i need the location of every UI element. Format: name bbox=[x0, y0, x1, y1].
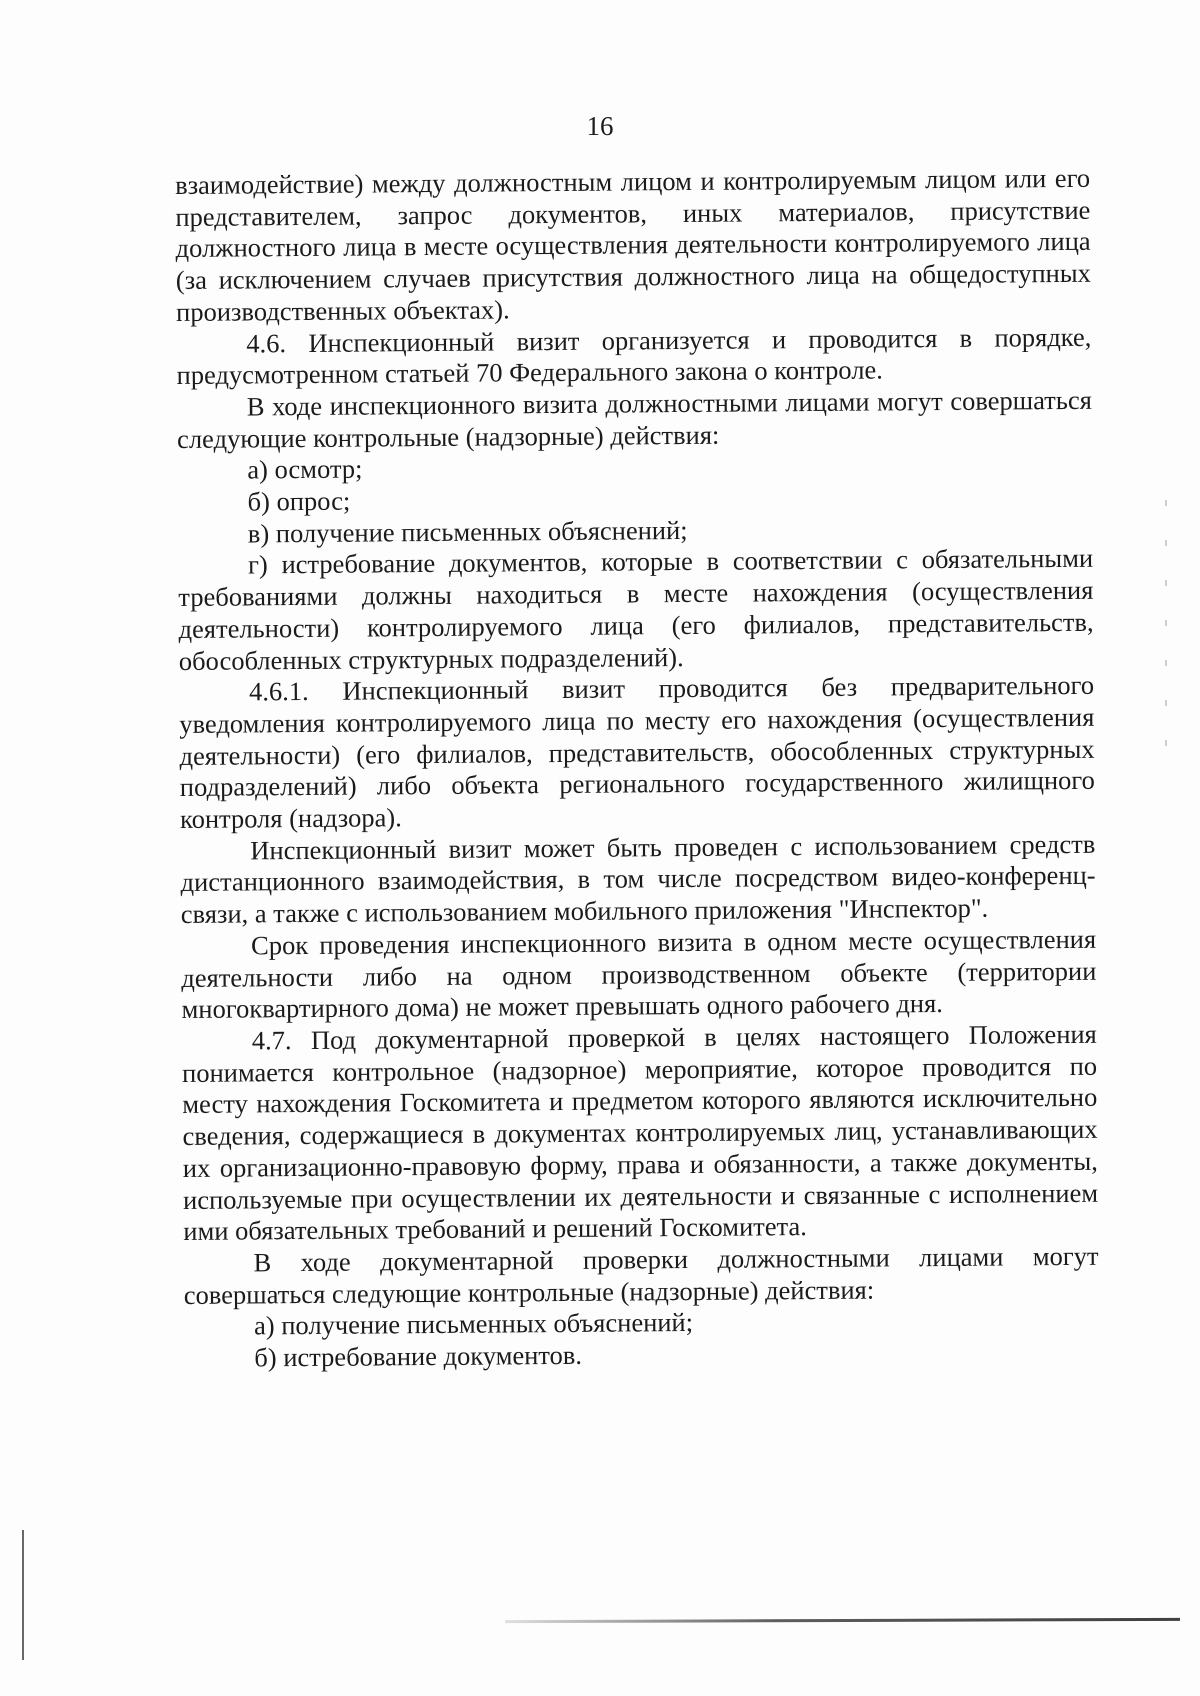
paragraph-section-4-6: 4.6. Инспекционный визит организуется и проводится в порядке, предусмотренном статьей 70 Федерального закона о контроле. bbox=[176, 321, 1092, 391]
paragraph: В ходе документарной проверки должностными лицами могут совершаться следующие контрольные (надзорные) действия: bbox=[183, 1240, 1099, 1310]
list-item: б) истребование документов. bbox=[254, 1339, 583, 1373]
paragraph: взаимодействие) между должностным лицом и контролируемым лицом или его представителем, запрос документов, иных материалов, присутствие должностного лица в месте осуществления деятельности контролируемого лица (за исключением случаев присутствия должностного лица на общедоступных производственных объектах). bbox=[175, 162, 1091, 327]
scan-artifact-line bbox=[505, 1618, 1180, 1623]
paragraph: Срок проведения инспекционного визита в одном месте осуществления деятельности либо на одном производственном объекте (территории многоквартирного дома) не может превышать одного рабочего дня. bbox=[181, 923, 1097, 1025]
paragraph: В ходе инспекционного визита должностными лицами могут совершаться следующие контрольные (надзорные) действия: bbox=[176, 384, 1092, 454]
paragraph: Инспекционный визит может быть проведен с использованием средств дистанционного взаимодействия, в том числе посредством видео-конференц-связи, а также с использованием мобильного приложения "Инспектор". bbox=[180, 828, 1096, 930]
page-number: 16 bbox=[586, 111, 614, 141]
list-item: б) опрос; bbox=[247, 485, 351, 517]
document-body bbox=[175, 163, 1099, 1375]
list-item: г) истребование документов, которые в соответствии с обязательными требованиями должны находиться в месте нахождения (осуществления деятельности) контролируемого лица (его филиалов, представительств, обособленных структурных подразделений). bbox=[178, 543, 1094, 676]
list-item: а) осмотр; bbox=[247, 453, 363, 485]
list-item: а) получение письменных объяснений; bbox=[253, 1307, 694, 1341]
paragraph-section-4-7: 4.7. Под документарной проверкой в целях настоящего Положения понимается контрольное (надзорное) мероприятие, которое проводится по месту нахождения Госкомитета и предметом которого являются исключительно сведения, содержащиеся в документах контролируемых лиц, устанавливающих их организационно-правовую форму, права и обязанности, а также документы, используемые при осуществлении их деятельности и связанные с исполнением ими обязательных требований и решений Госкомитета. bbox=[181, 1018, 1099, 1247]
scan-artifact-margin-line bbox=[22, 1530, 24, 1660]
list-item: в) получение письменных объяснений; bbox=[247, 514, 688, 549]
paragraph-section-4-6-1: 4.6.1. Инспекционный визит проводится без предварительного уведомления контролируемого лица по месту его нахождения (осуществления деятельности) (его филиалов, представительств, обособленных структурных подразделений) либо объекта регионального государственного жилищного контроля (надзора). bbox=[179, 670, 1095, 835]
scan-artifact-dots bbox=[1165, 500, 1167, 750]
